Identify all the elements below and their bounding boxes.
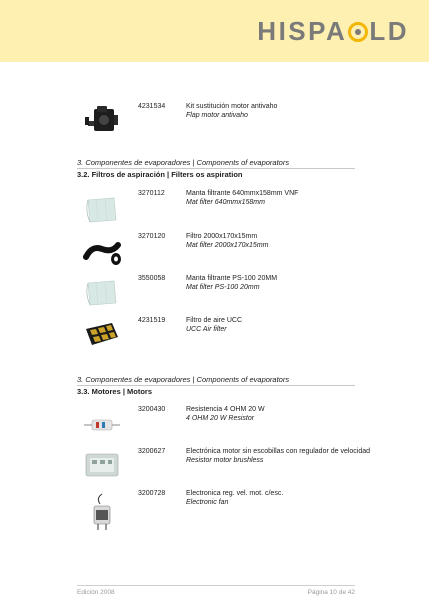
product-desc-en: 4 OHM 20 W Resistor (186, 415, 255, 422)
product-code: 3200430 (138, 406, 166, 413)
flap-motor-icon (82, 103, 122, 137)
section-divider (77, 385, 355, 386)
grid-filter-icon (82, 317, 122, 351)
product-row-3270120 (0, 233, 429, 273)
product-row-3200627 (0, 448, 429, 488)
product-code: 3200627 (138, 448, 166, 455)
footer-divider (77, 585, 355, 586)
section-divider (77, 168, 355, 169)
product-desc-es: Manta filtrante 640mmx158mm VNF (186, 190, 299, 197)
resistor-icon (82, 408, 122, 442)
product-desc-en: Mat filter 640mmx158mm (186, 199, 265, 206)
product-code: 3200728 (138, 490, 166, 497)
logo-ring-icon (348, 22, 368, 42)
product-desc-es: Resistencia 4 OHM 20 W (186, 406, 265, 413)
brand-logo (257, 16, 409, 47)
footer-page-number: Página 10 de 42 (307, 589, 355, 596)
product-desc-en: Electronic fan (186, 499, 229, 506)
footer-edition: Edición 2008 (77, 589, 115, 596)
product-code: 4231534 (138, 103, 166, 110)
product-desc-es: Kit sustitución motor antivaho (186, 103, 278, 110)
product-code: 3550058 (138, 275, 166, 282)
section-subtitle: 3.2. Filtros de aspiración | Filters os aspiration (77, 170, 243, 179)
product-row-3550058 (0, 275, 429, 315)
product-desc-es: Manta filtrante PS-100 20MM (186, 275, 278, 282)
logo-text-right: LD (369, 16, 409, 46)
product-desc-es: Electrónica motor sin escobillas con regulador de velocidad (186, 448, 371, 455)
filter-roll-icon (82, 235, 122, 269)
logo-text-left: HISPA (257, 16, 348, 46)
product-desc-es: Filtro 2000x170x15mm (186, 233, 258, 240)
product-desc-en: Mat filter PS-100 20mm (186, 284, 260, 291)
product-row-4231534 (0, 103, 429, 143)
product-desc-en: Mat filter 2000x170x15mm (186, 242, 269, 249)
product-code: 3270120 (138, 233, 166, 240)
product-desc-es: Electronica reg. vel. mot. c/esc. (186, 490, 284, 497)
product-desc-es: Filtro de aire UCC (186, 317, 243, 324)
product-row-3270112 (0, 190, 429, 230)
filter-mat-icon (82, 277, 122, 311)
page-header (0, 0, 429, 62)
fan-controller-icon (82, 492, 122, 532)
product-desc-en: UCC Air filter (186, 326, 227, 333)
product-desc-en: Flap motor antivaho (186, 112, 248, 119)
product-code: 3270112 (138, 190, 165, 197)
product-code: 4231519 (138, 317, 166, 324)
motor-board-icon (82, 448, 122, 482)
filter-mat-icon (82, 194, 122, 228)
section-title: 3. Componentes de evaporadores | Components of evaporators (77, 158, 290, 167)
product-row-4231519 (0, 317, 429, 357)
product-row-3200430 (0, 406, 429, 446)
section-subtitle: 3.3. Motores | Motors (77, 387, 153, 396)
section-title: 3. Componentes de evaporadores | Components of evaporators (77, 375, 290, 384)
product-row-3200728 (0, 490, 429, 530)
product-desc-en: Resistor motor brushless (186, 457, 264, 464)
